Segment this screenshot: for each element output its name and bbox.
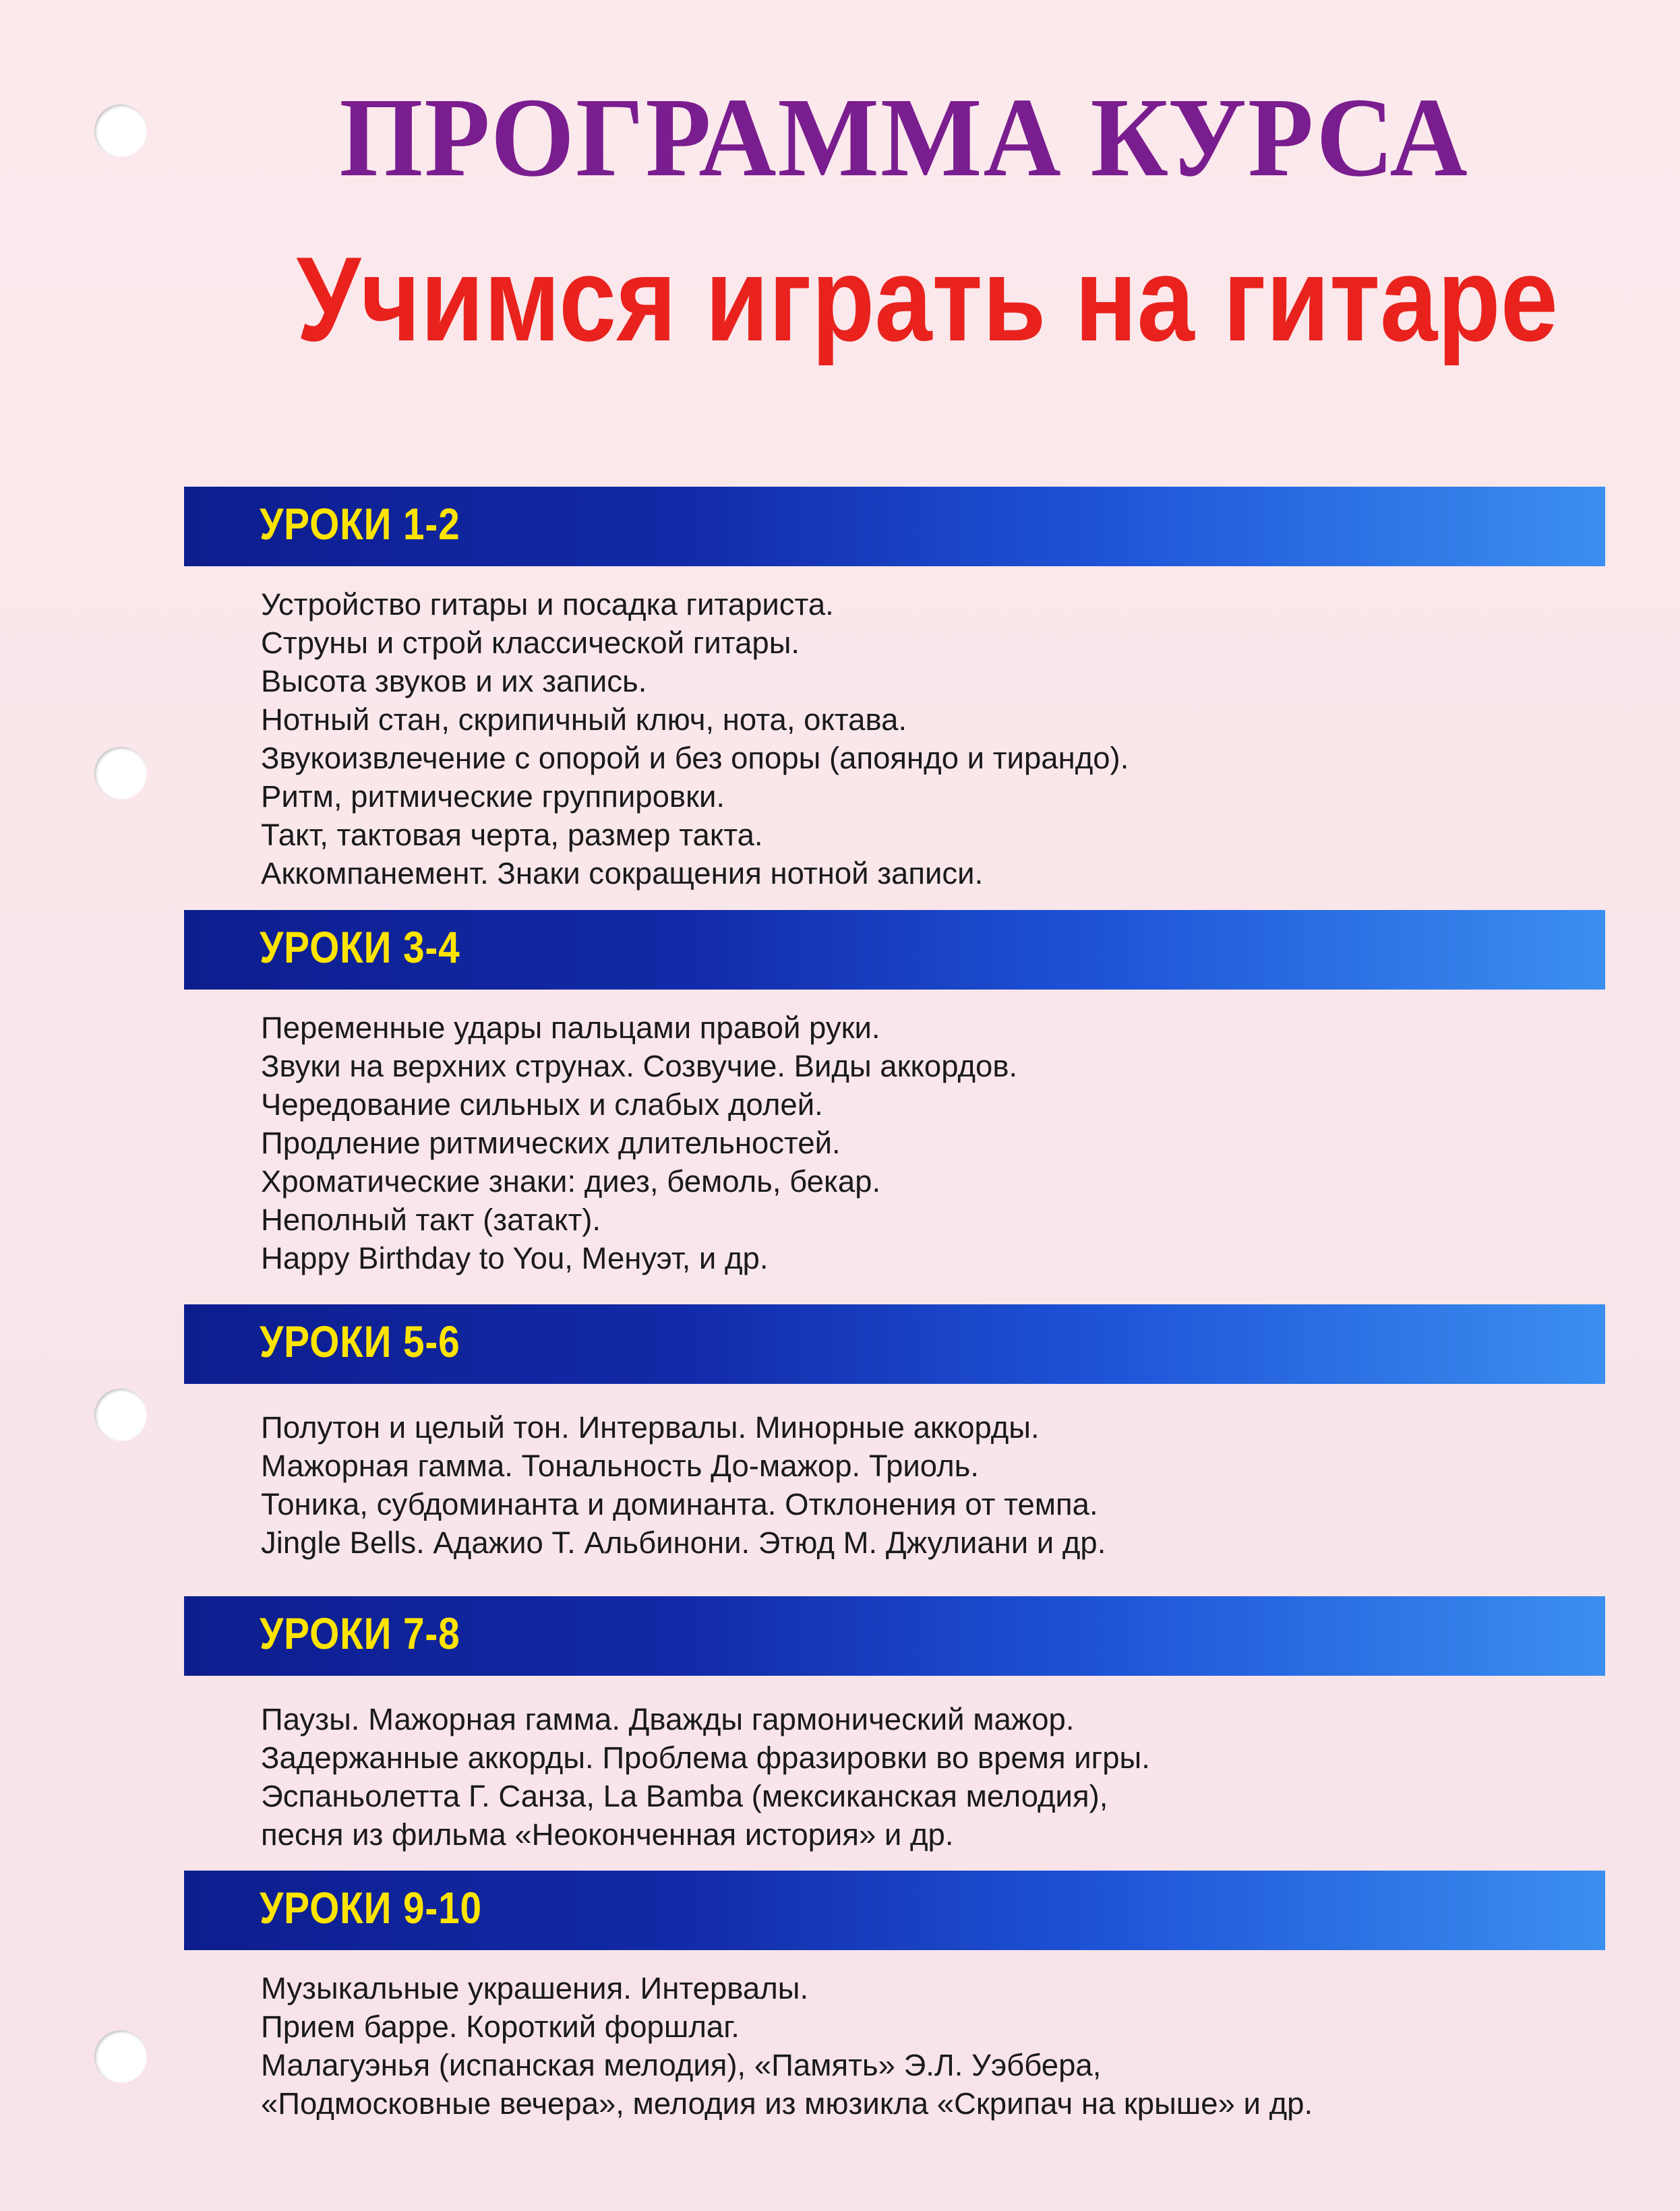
lesson-topics-list <box>184 1384 1605 1562</box>
list-item: Чередование сильных и слабых долей. <box>261 1087 823 1122</box>
list-item: Эспаньолетта Г. Санза, La Bamba (мексиканская мелодия), <box>261 1779 1108 1813</box>
list-item: Музыкальные украшения. Интервалы. <box>261 1971 809 2005</box>
section-header-label: УРОКИ 5-6 <box>260 1316 460 1366</box>
list-item: песня из фильма «Неоконченная история» и др. <box>261 1817 954 1852</box>
lesson-section-1-2 <box>184 487 1605 892</box>
page-subtitle: Учимся играть на гитаре <box>296 232 1558 366</box>
list-item: Высота звуков и их запись. <box>261 664 647 698</box>
section-header-label: УРОКИ 1-2 <box>260 499 460 549</box>
list-item: Нотный стан, скрипичный ключ, нота, октава. <box>261 702 907 737</box>
list-item: Паузы. Мажорная гамма. Дважды гармонический мажор. <box>261 1702 1075 1736</box>
section-header-bar <box>184 1871 1605 1950</box>
list-item: Полутон и целый тон. Интервалы. Минорные аккорды. <box>261 1410 1040 1445</box>
lesson-topics-list <box>184 1676 1605 1854</box>
page-title: ПРОГРАММА КУРСА <box>339 75 1469 200</box>
section-header-label: УРОКИ 3-4 <box>260 922 460 972</box>
list-item: Неполный такт (затакт). <box>261 1203 601 1237</box>
section-header-bar <box>184 1596 1605 1676</box>
lesson-section-3-4 <box>184 910 1605 1277</box>
lesson-section-9-10 <box>184 1871 1605 2123</box>
list-item: Happy Birthday to You, Менуэт, и др. <box>261 1241 769 1275</box>
section-header-bar <box>184 1304 1605 1384</box>
list-item: Звукоизвлечение с опорой и без опоры (апояндо и тирандо). <box>261 741 1129 775</box>
list-item: Звуки на верхних струнах. Созвучие. Виды аккордов. <box>261 1049 1018 1083</box>
list-item: Продление ритмических длительностей. <box>261 1126 841 1160</box>
binder-hole <box>94 2030 147 2083</box>
list-item: Такт, тактовая черта, размер такта. <box>261 818 763 852</box>
list-item: Малагуэнья (испанская мелодия), «Память» Э.Л. Уэббера, <box>261 2048 1102 2082</box>
lesson-topics-list <box>184 1950 1605 2123</box>
list-item: Хроматические знаки: диез, бемоль, бекар. <box>261 1164 881 1199</box>
list-item: Струны и строй классической гитары. <box>261 626 800 660</box>
lesson-section-7-8 <box>184 1596 1605 1854</box>
list-item: Мажорная гамма. Тональность До-мажор. Триоль. <box>261 1449 979 1483</box>
list-item: Задержанные аккорды. Проблема фразировки во время игры. <box>261 1740 1150 1775</box>
binder-hole <box>94 747 147 799</box>
section-header-bar <box>184 910 1605 990</box>
section-header-bar <box>184 487 1605 566</box>
list-item: Ритм, ритмические группировки. <box>261 779 725 814</box>
list-item: Аккомпанемент. Знаки сокращения нотной записи. <box>261 856 984 890</box>
list-item: Jingle Bells. Адажио Т. Альбинони. Этюд М. Джулиани и др. <box>261 1525 1106 1560</box>
list-item: Переменные удары пальцами правой руки. <box>261 1010 880 1045</box>
lesson-section-5-6 <box>184 1304 1605 1562</box>
section-header-label: УРОКИ 7-8 <box>260 1608 460 1658</box>
list-item: Прием барре. Короткий форшлаг. <box>261 2009 740 2044</box>
list-item: Тоника, субдоминанта и доминанта. Отклонения от темпа. <box>261 1487 1098 1521</box>
lesson-topics-list <box>184 990 1605 1277</box>
list-item: «Подмосковные вечера», мелодия из мюзикла «Скрипач на крыше» и др. <box>261 2086 1313 2121</box>
lesson-topics-list <box>184 566 1605 892</box>
section-header-label: УРОКИ 9-10 <box>260 1883 482 1933</box>
binder-hole <box>94 1389 147 1441</box>
list-item: Устройство гитары и посадка гитариста. <box>261 587 834 622</box>
